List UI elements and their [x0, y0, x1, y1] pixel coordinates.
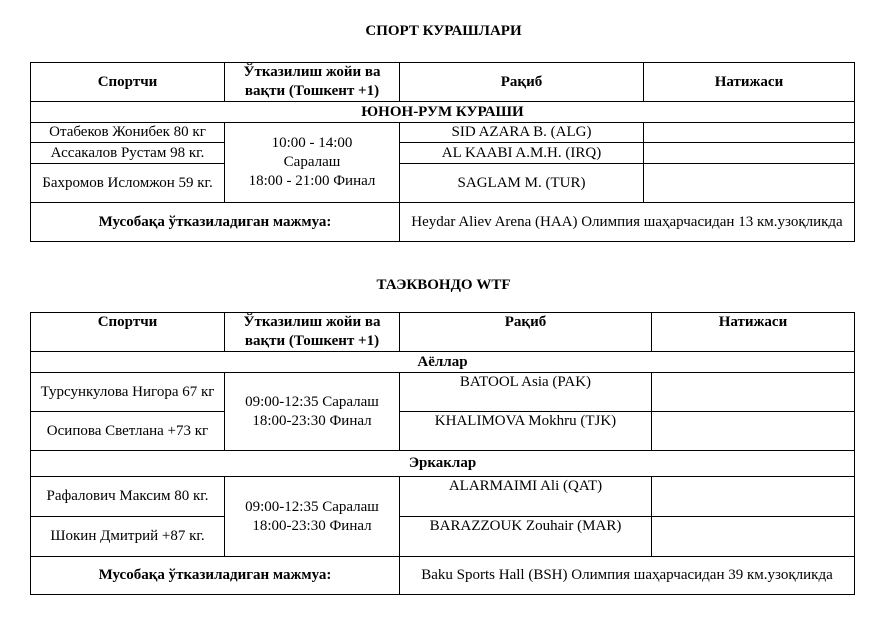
result-cell [644, 143, 855, 164]
header-athlete: Спортчи [31, 63, 225, 102]
venue-value: Heydar Aliev Arena (HAA) Олимпия шаҳарчасидан 13 км.узоқликда [400, 203, 855, 242]
schedule-cell [225, 477, 400, 557]
venue-row [31, 203, 855, 242]
header-result: Натижаси [644, 63, 855, 102]
result-cell [652, 477, 855, 517]
table-row [31, 517, 855, 557]
athlete-cell: Шокин Дмитрий +87 кг. [31, 517, 225, 557]
opponent-cell: BATOOL Asia (PAK) [400, 373, 652, 412]
table-row [31, 477, 855, 517]
schedule-cell [225, 373, 400, 451]
opponent-cell: SID AZARA B. (ALG) [400, 123, 644, 143]
section-title-wrestling: СПОРТ КУРАШЛАРИ [365, 23, 522, 39]
venue-value: Baku Sports Hall (BSH) Олимпия шаҳарчасидан 39 км.узоқликда [400, 557, 855, 595]
result-cell [652, 517, 855, 557]
opponent-cell: BARAZZOUK Zouhair (MAR) [400, 517, 652, 557]
schedule-line: 18:00-23:30 Финал [252, 517, 372, 534]
venue-label: Мусобақа ўтказиладиган мажмуа: [31, 203, 400, 242]
header-venue-time: Ўтказилиш жойи ва вақти (Тошкент +1) [225, 313, 400, 352]
group-row [31, 352, 855, 373]
schedule-line: 09:00-12:35 Саралаш [245, 393, 379, 410]
table-header-row [31, 313, 855, 352]
group-label-women: Аёллар [31, 352, 855, 373]
venue-label: Мусобақа ўтказиладиган мажмуа: [31, 557, 400, 595]
schedule-line: 18:00 - 21:00 Финал [248, 173, 376, 189]
header-opponent: Рақиб [400, 63, 644, 102]
result-cell [644, 123, 855, 143]
result-cell [652, 412, 855, 451]
schedule-cell [225, 123, 400, 203]
venue-row [31, 557, 855, 595]
wrestling-table [30, 62, 855, 242]
athlete-cell: Отабеков Жонибек 80 кг [31, 123, 225, 143]
opponent-cell: ALARMAIMI Ali (QAT) [400, 477, 652, 517]
header-venue-time: Ўтказилиш жойи ва вақти (Тошкент +1) [225, 63, 400, 102]
header-athlete: Спортчи [31, 313, 225, 352]
discipline-row [31, 102, 855, 123]
schedule-line: Саралаш [283, 154, 341, 170]
section-title-taekwondo: ТАЭКВОНДО WTF [376, 277, 511, 293]
schedule-line: 18:00-23:30 Финал [252, 412, 372, 429]
opponent-cell: KHALIMOVA Mokhru (TJK) [400, 412, 652, 451]
table-row [31, 164, 855, 203]
opponent-cell: SAGLAM M. (TUR) [400, 164, 644, 203]
table-row [31, 143, 855, 164]
group-row [31, 451, 855, 477]
opponent-cell: AL KAABI A.M.H. (IRQ) [400, 143, 644, 164]
table-header-row [31, 63, 855, 102]
result-cell [644, 164, 855, 203]
table-row [31, 412, 855, 451]
header-opponent: Рақиб [400, 313, 652, 352]
header-result: Натижаси [652, 313, 855, 352]
result-cell [652, 373, 855, 412]
group-label-men: Эркаклар [31, 451, 855, 477]
athlete-cell: Бахромов Исломжон 59 кг. [31, 164, 225, 203]
taekwondo-table [30, 312, 855, 595]
athlete-cell: Рафалович Максим 80 кг. [31, 477, 225, 517]
athlete-cell: Осипова Светлана +73 кг [31, 412, 225, 451]
athlete-cell: Турсункулова Нигора 67 кг [31, 373, 225, 412]
table-row [31, 373, 855, 412]
table-row [31, 123, 855, 143]
schedule-line: 10:00 - 14:00 [271, 135, 353, 151]
discipline-label: ЮНОН-РУМ КУРАШИ [31, 102, 855, 123]
schedule-line: 09:00-12:35 Саралаш [245, 498, 379, 515]
athlete-cell: Ассакалов Рустам 98 кг. [31, 143, 225, 164]
